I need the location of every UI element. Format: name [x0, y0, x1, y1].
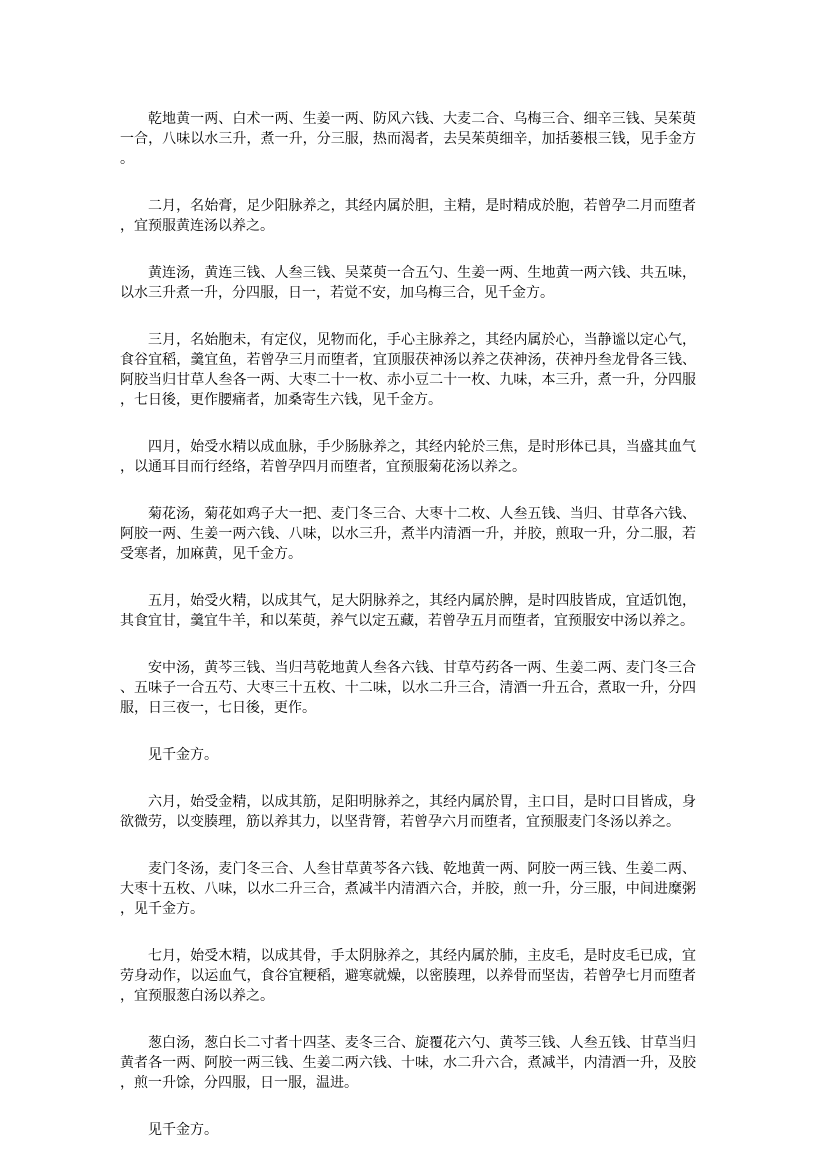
paragraph-11: 麦门冬汤，麦门冬三合、人叁甘草黄芩各六钱、乾地黄一两、阿胶一两三钱、生姜二两、大枣十五枚、八味，以水二升三合，煮减半内清酒六合，并胶，煎一升，分三服，中间进糜粥，见千金方。	[120, 861, 696, 917]
paragraph-5: 四月，始受水精以成血脉，手少肠脉养之，其经内轮於三焦，是时形体已具，当盛其血气，以通耳目而行经络，若曾孕四月而堕者，宜预服菊花汤以养之。	[120, 439, 696, 475]
paragraph-3: 黄连汤，黄连三钱、人叁三钱、吴菜萸一合五勺、生姜一两、生地黄一两六钱、共五味，以水三升煮一升，分四服，日一，若觉不安，加乌梅三合，见千金方。	[120, 265, 696, 301]
paragraph-4: 三月，名始胞未，有定仪，见物而化，手心主脉养之，其经内属於心，当静谧以定心气，食谷宜稻，羹宜鱼，若曾孕三月而堕者，宜顶服茯神汤以养之茯神汤，茯神丹叁龙骨各三钱、阿胶当归甘草人叁各一两、大枣二十一枚、赤小豆二十一枚、九味，本三升，煮一升，分四服，七日後，更作腰痛者，加桑寄生六钱，见千金方。	[120, 332, 696, 408]
paragraph-9: 见千金方。	[148, 747, 218, 763]
paragraph-1: 乾地黄一两、白术一两、生姜一两、防风六钱、大麦二合、乌梅三合、细辛三钱、吴茱萸一合，八味以水三升，煮一升，分三服，热而渴者，去吴茱萸细辛，加括蒌根三钱，见手金方。	[120, 111, 696, 167]
document-page	[120, 109, 696, 1167]
paragraph-7: 五月，始受火精，以成其气，足大阴脉养之，其经内属於脾，是时四肢皆成，宜适饥饱，其食宜甘，羹宜牛羊，和以茱萸，养气以定五藏，若曾孕五月而堕者，宜预服安中汤以养之。	[120, 593, 696, 629]
paragraph-6: 菊花汤，菊花如鸡子大一把、麦门冬三合、大枣十二枚、人叁五钱、当归、甘草各六钱、阿胶一两、生姜一两六钱、八味，以水三升，煮半内清酒一升，并胶，煎取一升，分二服，若受寒者，加麻黄，见千金方。	[120, 506, 696, 562]
paragraph-14: 见千金方。	[148, 1122, 218, 1138]
paragraph-13: 葱白汤，葱白长二寸者十四茎、麦冬三合、旋覆花六勺、黄芩三钱、人叁五钱、甘草当归黄者各一两、阿胶一两三钱、生姜二两六钱、十味，水二升六合，煮减半，内清酒一升，及胶，煎一升馀，分四服，日一服，温进。	[120, 1035, 696, 1091]
paragraph-2: 二月，名始膏，足少阳脉养之，其经内属於胆，主精，是时精成於胞，若曾孕二月而堕者，宜预服黄连汤以养之。	[120, 198, 696, 234]
paragraph-8: 安中汤，黄芩三钱、当归芎乾地黄人叁各六钱、甘草芍药各一两、生姜二两、麦门冬三合、五味子一合五芍、大枣三十五枚、十二味，以水二升三合，清酒一升五合，煮取一升，分四服，日三夜一，七日後，更作。	[120, 660, 696, 716]
paragraph-10: 六月，始受金精，以成其筋，足阳明脉养之，其经内属於胃，主口目，是时口目皆成，身欲微劳，以变腠理，筋以养其力，以坚背膂，若曾孕六月而堕者，宜预服麦门冬汤以养之。	[120, 794, 696, 830]
paragraph-12: 七月，始受木精，以成其骨，手太阴脉养之，其经内属於肺，主皮毛，是时皮毛已成，宜劳身动作，以运血气，食谷宜粳稻，避寒就燥，以密腠理，以养骨而坚齿，若曾孕七月而堕者，宜预服葱白汤以养之。	[120, 948, 696, 1004]
